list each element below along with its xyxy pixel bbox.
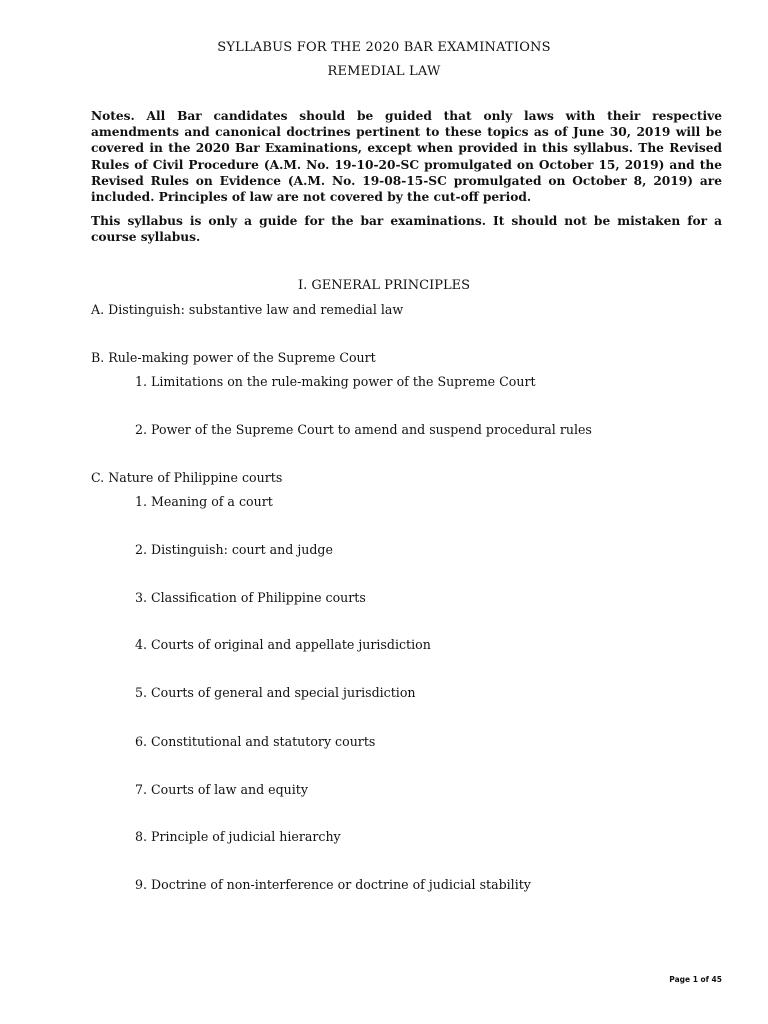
list-item: 7. Courts of law and equity	[135, 782, 308, 797]
list-item: 8. Principle of judicial hierarchy	[135, 829, 341, 844]
list-item: 9. Doctrine of non-interference or doctrine of judicial stability	[135, 877, 531, 892]
list-item: 6. Constitutional and statutory courts	[135, 734, 376, 749]
list-item: 5. Courts of general and special jurisdiction	[135, 685, 416, 700]
section-c-heading: C. Nature of Philippine courts	[91, 470, 283, 485]
document-title: SYLLABUS FOR THE 2020 BAR EXAMINATIONS	[217, 40, 551, 55]
guide-paragraph: This syllabus is only a guide for the bar examinations. It should not be mistaken for a course syllabus.	[91, 214, 722, 245]
section-a-heading: A. Distinguish: substantive law and remedial law	[91, 302, 404, 317]
list-item: 2. Distinguish: court and judge	[135, 542, 333, 557]
list-item: 1. Meaning of a court	[135, 494, 273, 509]
page-number: Page 1 of 45	[669, 975, 722, 984]
chapter-heading: I. GENERAL PRINCIPLES	[298, 278, 470, 293]
list-item: 2. Power of the Supreme Court to amend and suspend procedural rules	[135, 422, 592, 437]
section-b-heading: B. Rule-making power of the Supreme Court	[91, 350, 376, 365]
list-item: 3. Classification of Philippine courts	[135, 590, 366, 605]
notes-paragraph: Notes. All Bar candidates should be guided that only laws with their respective amendments and canonical doctrines pertinent to these topics as of June 30, 2019 will be covered in the 2020 Bar Examinations, except when provided in this syllabus. The Revised Rules of Civil Procedure (A.M. No. 19-10-20-SC promulgated on October 15, 2019) and the Revised Rules on Evidence (A.M. No. 19-08-15-SC promulgated on October 8, 2019) are included. Principles of law are not covered by the cut-off period.	[91, 109, 722, 205]
list-item: 1. Limitations on the rule-making power of the Supreme Court	[135, 374, 536, 389]
list-item: 4. Courts of original and appellate jurisdiction	[135, 637, 431, 652]
document-subtitle: REMEDIAL LAW	[327, 64, 441, 79]
